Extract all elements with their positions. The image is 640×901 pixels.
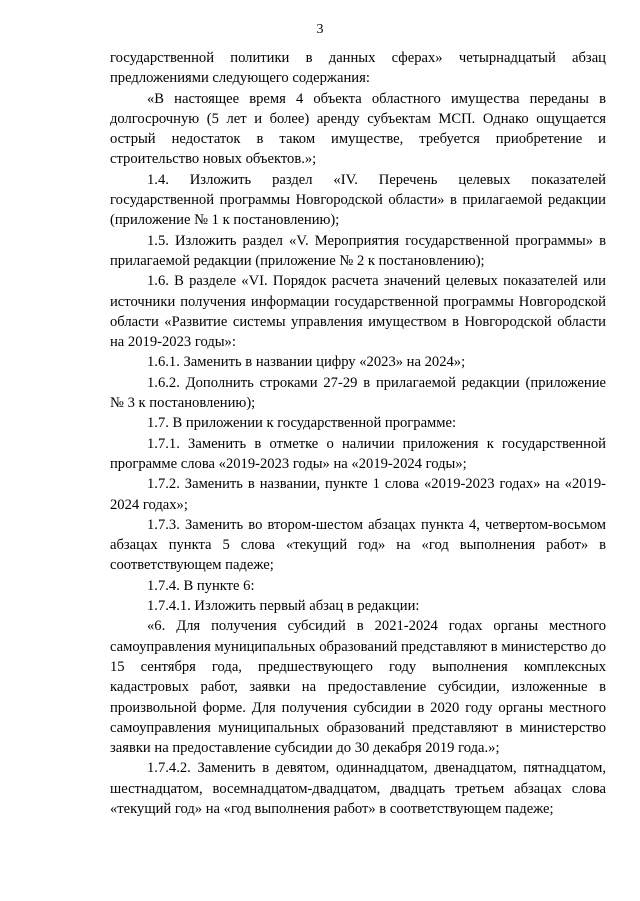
paragraph: 1.5. Изложить раздел «V. Мероприятия государственной программы» в прилагаемой редакции (приложение № 2 к постановлению); <box>110 232 606 269</box>
paragraph: 1.6. В разделе «VI. Порядок расчета значений целевых показателей или источники получения информации государственной программы Новгородской области «Развитие системы управления имуществом в Новгородской области на 2019-2023 годы»: <box>110 273 606 351</box>
paragraph: 1.7.4. В пункте 6: <box>147 577 255 594</box>
paragraph: «В настоящее время 4 объекта областного имущества переданы в долгосрочную (5 лет и более) аренду субъектам МСП. Однако ощущается острый недостаток в таком имуществе, требуется приобретение и строительство новых объектов.»; <box>110 90 606 168</box>
paragraph: 1.7.4.1. Изложить первый абзац в редакции: <box>147 598 420 615</box>
document-body <box>110 48 606 819</box>
paragraph: 1.7. В приложении к государственной программе: <box>147 415 457 432</box>
paragraph: государственной политики в данных сферах» четырнадцатый абзац предложениями следующего содержания: <box>110 50 606 87</box>
page-number: 3 <box>316 22 324 37</box>
paragraph: 1.7.4.2. Заменить в девятом, одиннадцатом, двенадцатом, пятнадцатом, шестнадцатом, восемнадцатом-двадцатом, двадцать третьем абзацах слова «текущий год» на «год выполнения работ» в соответствующем падеже; <box>110 760 606 817</box>
paragraph: 1.4. Изложить раздел «IV. Перечень целевых показателей государственной программы Новгородской области» в прилагаемой редакции (приложение № 1 к постановлению); <box>110 171 606 229</box>
paragraph: 1.6.1. Заменить в названии цифру «2023» на 2024»; <box>147 354 466 371</box>
paragraph: 1.6.2. Дополнить строками 27-29 в прилагаемой редакции (приложение № 3 к постановлению); <box>110 374 606 412</box>
paragraph: 1.7.1. Заменить в отметке о наличии приложения к государственной программе слова «2019-2023 годы» на «2019-2024 годы»; <box>110 435 606 472</box>
paragraph: 1.7.3. Заменить во втором-шестом абзацах пункта 4, четвертом-восьмом абзацах пункта 5 слова «текущий год» на «год выполнения работ» в соответствующем падеже; <box>110 516 606 574</box>
paragraph: 1.7.2. Заменить в названии, пункте 1 слова «2019-2023 годах» на «2019-2024 годах»; <box>110 476 606 513</box>
paragraph: «6. Для получения субсидий в 2021-2024 годах органы местного самоуправления муниципальных образований представляют в министерство до 15 сентября года, предшествующего году выполнения комплексных кадастровых работ, заявки на предоставление субсидии, изложенные в произвольной форме. Для получения субсидии в 2020 году органы местного самоуправления муниципальных образований представляют в министерство заявки на предоставление субсидии до 30 декабря 2019 года.»; <box>110 618 606 757</box>
